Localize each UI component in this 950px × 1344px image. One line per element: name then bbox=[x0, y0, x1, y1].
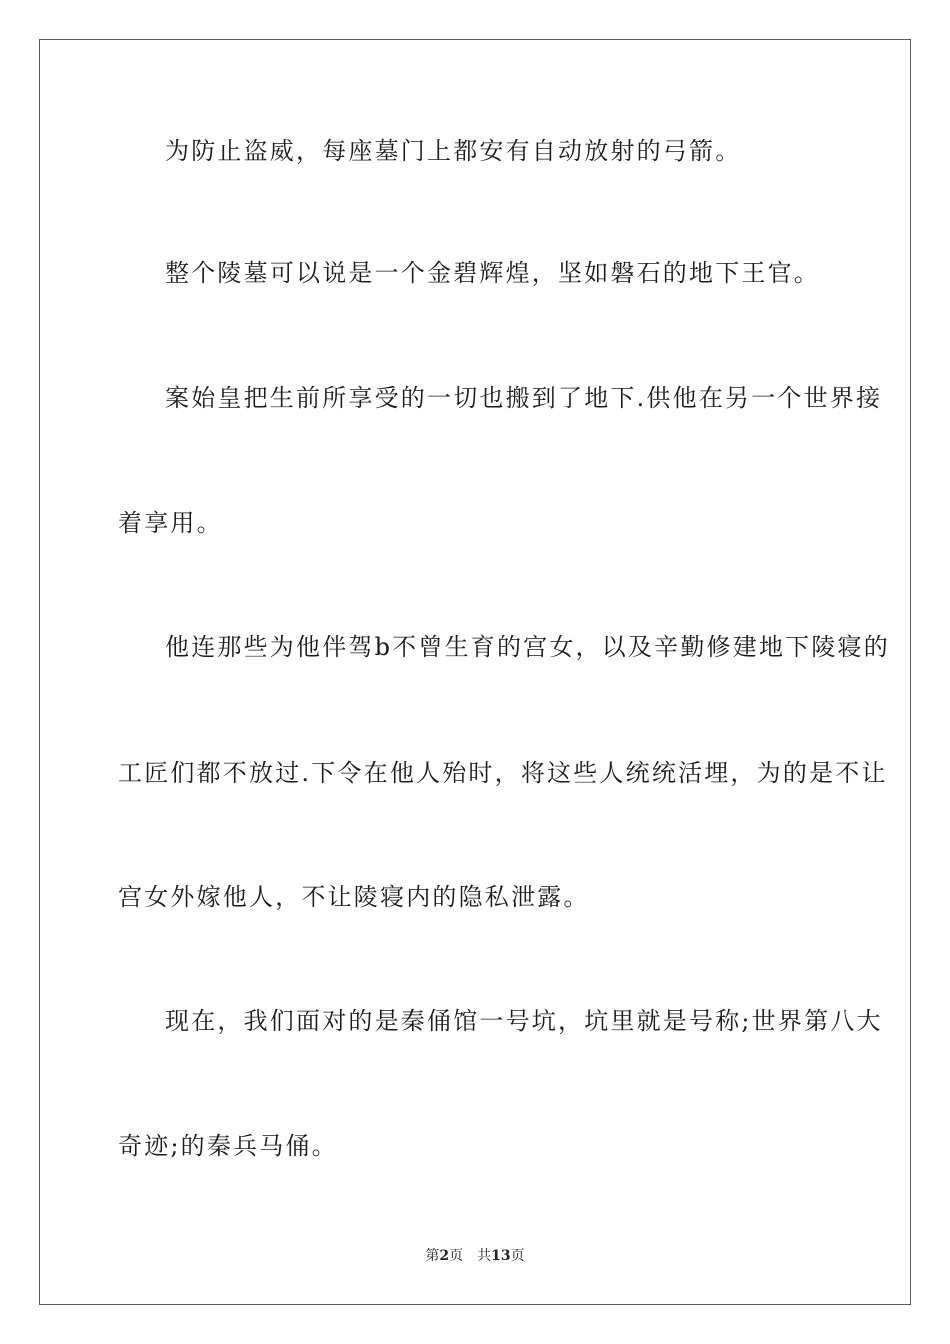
total-suffix: 页 bbox=[510, 1248, 525, 1264]
paragraph-line-6: 工匠们都不放过.下令在他人殆时，将这些人统统活埋，为的是不让 bbox=[118, 759, 888, 787]
paragraph-line-1: 为防止盗威，每座墓门上都安有自动放射的弓箭。 bbox=[165, 137, 742, 165]
total-pages: 13 bbox=[491, 1248, 511, 1264]
page-prefix: 第 bbox=[425, 1248, 440, 1264]
paragraph-line-5: 他连那些为他伴驾b不曾生育的宫女，以及辛勤修建地下陵寝的 bbox=[165, 633, 890, 661]
paragraph-line-8: 现在，我们面对的是秦俑馆一号坑，坑里就是号称;世界第八大 bbox=[165, 1007, 883, 1035]
paragraph-line-2: 整个陵墓可以说是一个金碧辉煌，坚如磐石的地下王官。 bbox=[165, 259, 820, 287]
page-border bbox=[39, 39, 911, 1305]
page-number: 2 bbox=[439, 1248, 450, 1264]
paragraph-line-9: 奇迹;的秦兵马俑。 bbox=[118, 1132, 338, 1160]
page-suffix: 页 bbox=[449, 1248, 464, 1264]
page-footer bbox=[0, 1247, 950, 1265]
paragraph-line-7: 宫女外嫁他人，不让陵寝内的隐私泄露。 bbox=[118, 883, 590, 911]
paragraph-line-3: 案始皇把生前所享受的一切也搬到了地下.供他在另一个世界接 bbox=[165, 384, 883, 412]
paragraph-line-4: 着享用。 bbox=[118, 509, 223, 537]
total-prefix: 共 bbox=[477, 1248, 492, 1264]
